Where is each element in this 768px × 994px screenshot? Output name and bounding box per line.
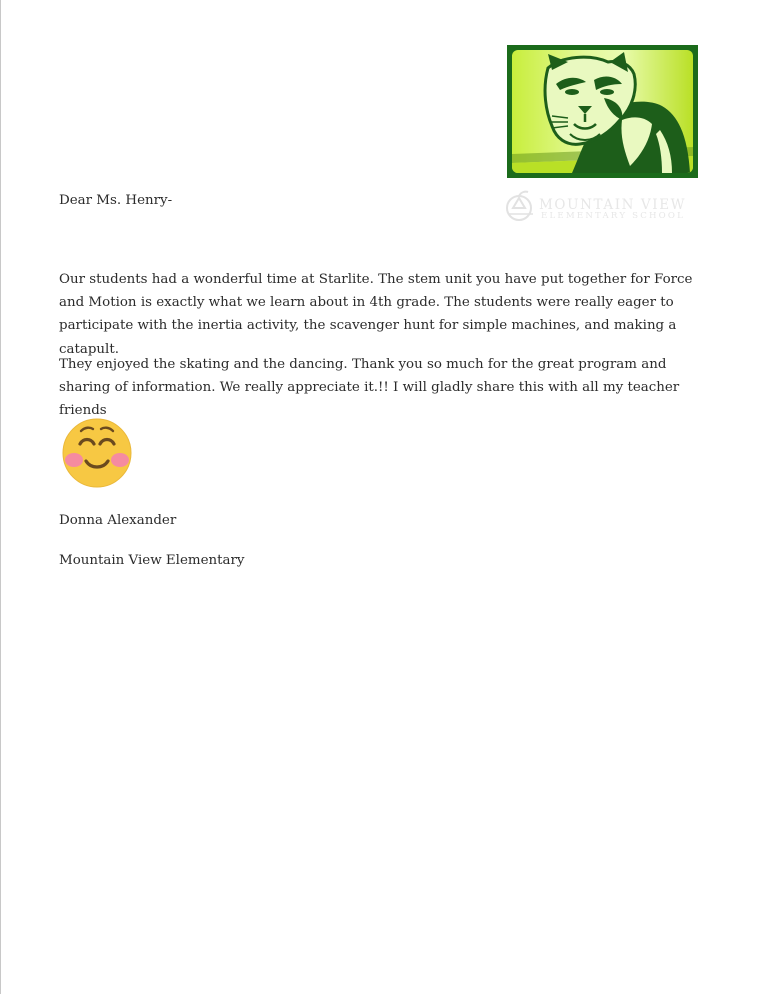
- page-edge: [0, 0, 1, 994]
- school-name-line1: MOUNTAIN VIEW: [539, 197, 687, 213]
- school-wordmark: [503, 189, 713, 225]
- signature-name: Donna Alexander: [59, 513, 177, 528]
- salutation: Dear Ms. Henry-: [59, 193, 173, 208]
- school-logo: [507, 45, 698, 178]
- smiling-face-with-blush-icon: [61, 417, 133, 489]
- school-name-line2: ELEMENTARY SCHOOL: [541, 211, 686, 221]
- mascot-panel: [512, 50, 693, 173]
- paragraph-2: They enjoyed the skating and the dancing. Thank you so much for the great program and sharing of information. We really appreciate it.!! I will gladly share this with all my teacher friends: [59, 357, 680, 419]
- apple-emblem-icon: [503, 190, 539, 222]
- signature-school: Mountain View Elementary: [59, 553, 245, 568]
- mountain-lion-mascot-icon: [512, 50, 693, 173]
- paragraph-1: Our students had a wonderful time at Starlite. The stem unit you have put together for Force and Motion is exactly what we learn about in 4th grade. The students were really eager to participate with the inertia activity, the scavenger hunt for simple machines, and making a catapult.: [59, 272, 693, 357]
